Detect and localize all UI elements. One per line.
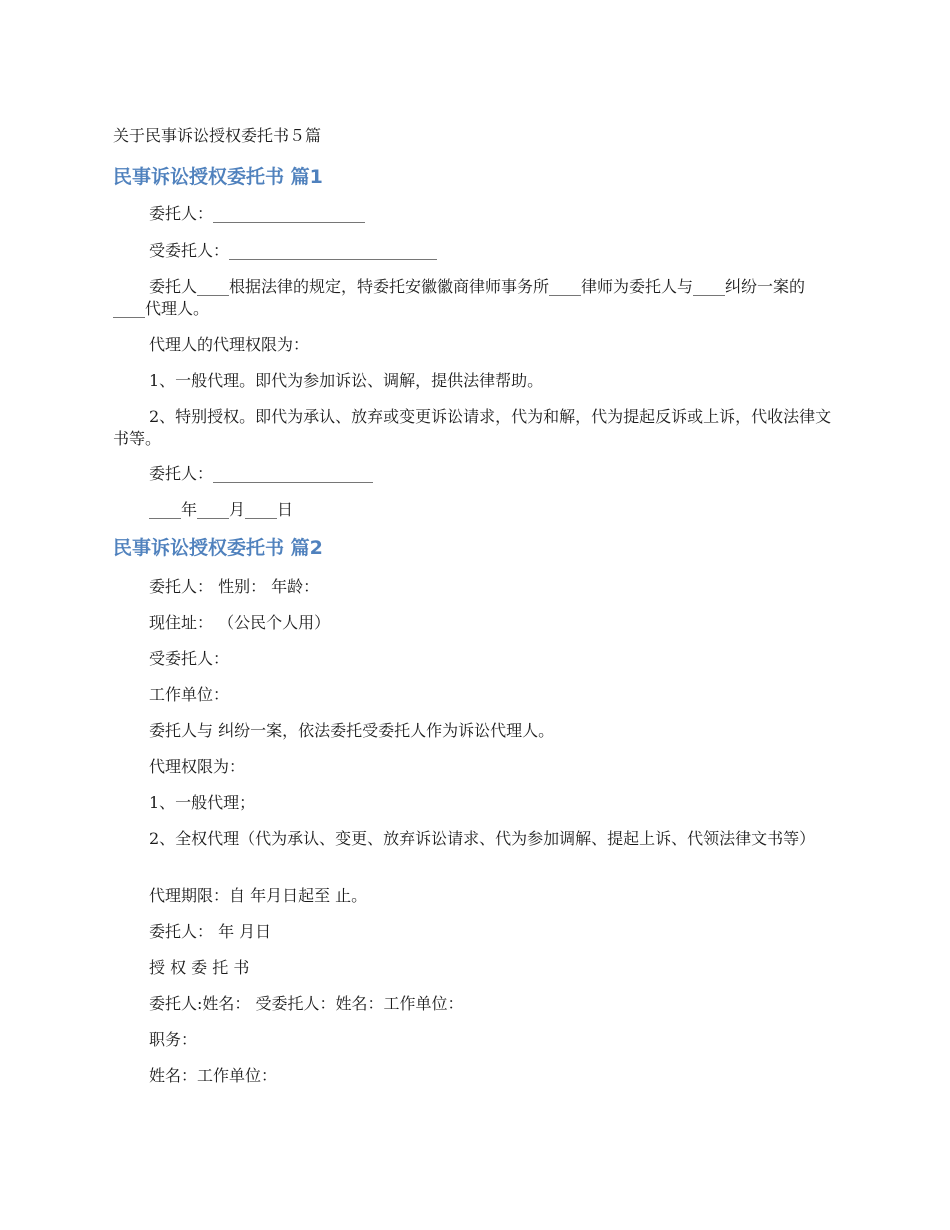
paragraph: 现住址： （公民个人用） — [149, 613, 331, 632]
paragraph: 2、特别授权。即代为承认、放弃或变更诉讼请求，代为和解，代为提起反诉或上诉，代收法律文书等。 — [113, 407, 832, 448]
paragraph: 职务： — [149, 1030, 198, 1049]
paragraph: 代理期限：自 年月日起至 止。 — [149, 886, 368, 905]
section-heading: 民事诉讼授权委托书 篇2 — [113, 537, 323, 559]
paragraph: 委托人____根据法律的规定，特委托安徽徽商律师事务所____律师为委托人与____纠纷一案的____代理人。 — [113, 277, 806, 318]
paragraph: 委托人： 年 月日 — [149, 922, 272, 941]
paragraph: 委托人：___________________ — [149, 204, 366, 223]
document-title: 关于民事诉讼授权委托书５篇 — [113, 126, 322, 145]
paragraph: 委托人:姓名： 受委托人：姓名：工作单位： — [149, 994, 464, 1013]
paragraph: 代理权限为： — [149, 757, 246, 776]
paragraph: 姓名：工作单位： — [149, 1066, 278, 1085]
paragraph: 1、一般代理。即代为参加诉讼、调解，提供法律帮助。 — [149, 371, 544, 390]
paragraph: 代理人的代理权限为： — [149, 335, 310, 354]
paragraph: ____年____月____日 — [149, 500, 294, 519]
paragraph: 委托人与 纠纷一案，依法委托受委托人作为诉讼代理人。 — [149, 721, 555, 740]
paragraph: 委托人： 性别： 年龄： — [149, 577, 320, 596]
paragraph: 受委托人： — [149, 649, 230, 668]
paragraph: 工作单位： — [149, 685, 230, 704]
section-heading: 民事诉讼授权委托书 篇1 — [113, 166, 323, 188]
paragraph: 委托人：____________________ — [149, 464, 374, 483]
paragraph: 受委托人：__________________________ — [149, 241, 438, 260]
paragraph: 授 权 委 托 书 — [149, 958, 250, 977]
paragraph: 2、全权代理（代为承认、变更、放弃诉讼请求、代为参加调解、提起上诉、代领法律文书等） — [149, 829, 816, 848]
paragraph: 1、一般代理； — [149, 793, 256, 812]
